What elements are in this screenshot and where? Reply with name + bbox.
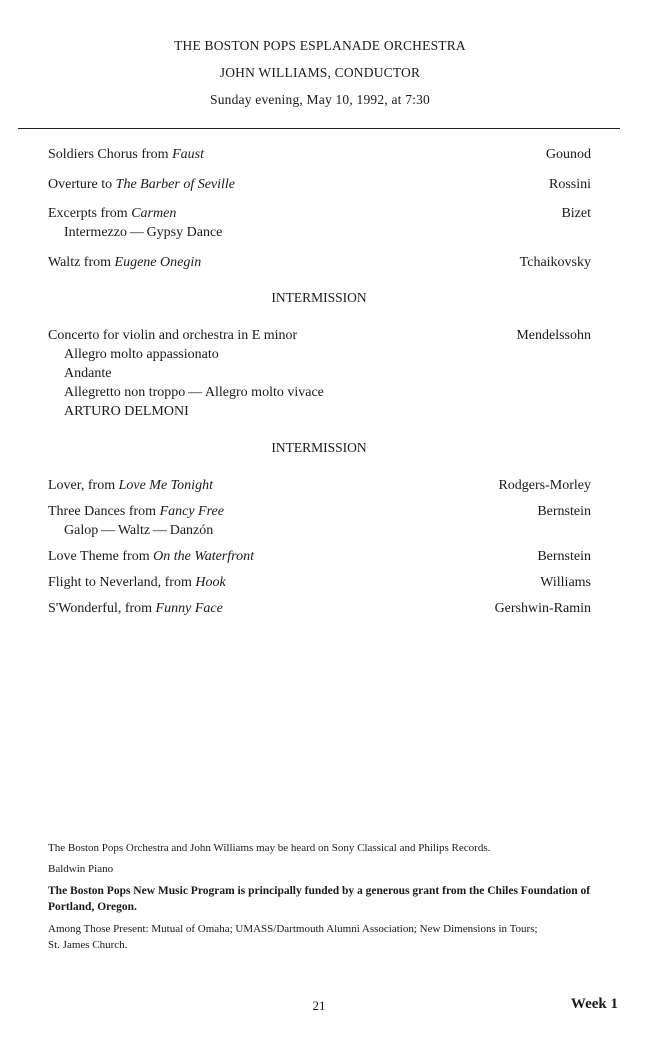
records-note: The Boston Pops Orchestra and John Williams may be heard on Sony Classical and Philips Records.	[48, 842, 491, 854]
work-title: Soldiers Chorus from Faust	[48, 147, 204, 162]
page-number: 21	[312, 998, 326, 1013]
work-title: Waltz from Eugene Onegin	[48, 255, 202, 270]
work-title: Three Dances from Fancy Free	[48, 504, 224, 519]
movement: Allegro molto appassionato	[64, 347, 219, 362]
work-title: S'Wonderful, from Funny Face	[48, 601, 223, 616]
work-subtitle: Intermezzo — Gypsy Dance	[64, 225, 223, 240]
soloist: ARTURO DELMONI	[64, 404, 189, 419]
funding-note: The Boston Pops New Music Program is principally funded by a generous grant from the Chiles Foundation of Portland, Oregon.	[48, 885, 591, 913]
composer: Rodgers-Morley	[498, 478, 591, 493]
composer: Tchaikovsky	[519, 255, 591, 270]
composer: Bizet	[561, 206, 591, 221]
concert-date: Sunday evening, May 10, 1992, at 7:30	[210, 92, 430, 107]
among-present-note: Among Those Present: Mutual of Omaha; UMASS/Dartmouth Alumni Association; New Dimensions in Tours; St. James Church.	[48, 923, 538, 951]
work-subtitle: Galop — Waltz — Danzón	[64, 523, 214, 538]
orchestra-title: THE BOSTON POPS ESPLANADE ORCHESTRA	[174, 38, 466, 53]
piano-note: Baldwin Piano	[48, 863, 114, 875]
composer: Williams	[540, 575, 591, 590]
header-divider	[18, 128, 620, 129]
work-title: Overture to The Barber of Seville	[48, 177, 236, 192]
composer: Bernstein	[537, 549, 591, 564]
intermission-heading: INTERMISSION	[271, 440, 367, 455]
composer: Bernstein	[537, 504, 591, 519]
composer: Gershwin-Ramin	[494, 601, 591, 616]
work-title: Love Theme from On the Waterfront	[48, 549, 254, 564]
week-label: Week 1	[570, 996, 618, 1012]
intermission-heading: INTERMISSION	[271, 290, 367, 305]
work-title: Lover, from Love Me Tonight	[48, 478, 213, 493]
composer: Mendelssohn	[516, 328, 591, 343]
work-title: Concerto for violin and orchestra in E minor	[48, 328, 298, 343]
movement: Allegretto non troppo — Allegro molto vivace	[64, 385, 324, 400]
composer: Gounod	[545, 147, 591, 162]
conductor-line: JOHN WILLIAMS, CONDUCTOR	[219, 65, 421, 80]
composer: Rossini	[548, 177, 591, 192]
work-title: Excerpts from Carmen	[48, 206, 177, 221]
work-title: Flight to Neverland, from Hook	[48, 575, 226, 590]
movement: Andante	[64, 366, 112, 381]
